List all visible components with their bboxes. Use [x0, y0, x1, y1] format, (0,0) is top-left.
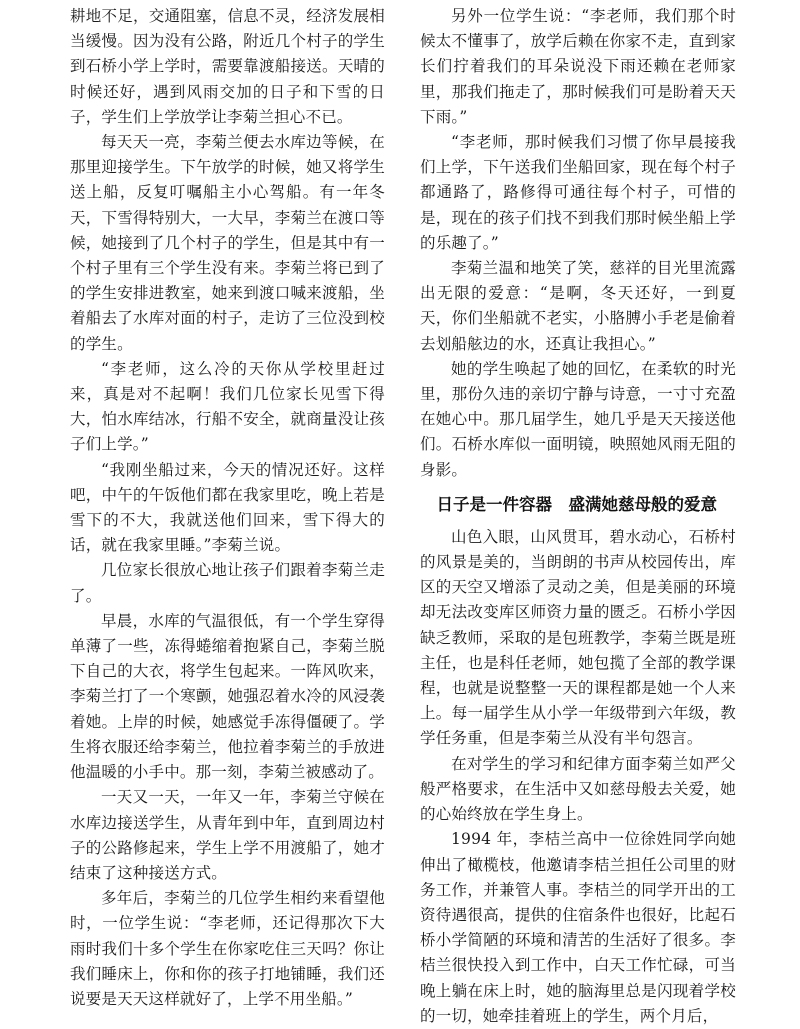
right-column: [420, 0, 736, 1025]
paragraph: 每天天一亮，李菊兰便去水库边等候，在那里迎接学生。下午放学的时候，她又将学生送上船，反复叮嘱船主小心驾船。有一年冬天，下雪得特别大，一大早，李菊兰在渡口等候，她接到了几个村子的学生，但是其中有一个村子里有三个学生没有来。李菊兰将已到了的学生安排进教室，她来到渡口喊来渡船，坐着船去了水库对面的村子，走访了三位没到校的学生。: [70, 133, 385, 353]
left-column: [70, 0, 385, 1008]
section-heading: 日子是一件容器 盛满她慈母般的爱意: [436, 494, 717, 514]
paragraph: “李老师，这么冷的天你从学校里赶过来，真是对不起啊！我们几位家长见雪下得大，怕水库结冰，行船不安全，就商量没让孩子们上学。”: [70, 359, 385, 454]
paragraph: 山色入眼，山风贯耳，碧水动心，石桥村的风景是美的，当朗朗的书声从校园传出，库区的天空又增添了灵动之美，但是美丽的环境却无法改变库区师资力量的匮乏。石桥小学因缺乏教师，采取的是包班教学，李菊兰既是班主任，也是科任老师，她包揽了全部的教学课程，也就是说整整一天的课程都是她一个人来上。每一届学生从小学一年级带到六年级，教学任务重，但是李菊兰从没有半句怨言。: [420, 527, 736, 748]
paragraph: 多年后，李菊兰的几位学生相约来看望他时，一位学生说：“李老师，还记得那次下大雨时我们十多个学生在你家吃住三天吗？你让我们睡床上，你和你的孩子打地铺睡，我们还说要是天天这样就好了，上学不用坐船。”: [70, 889, 385, 1008]
paragraph: “我刚坐船过来，今天的情况还好。这样吧，中午的午饭他们都在我家里吃，晚上若是雪下的不大，我就送他们回来，雪下得大的话，就在我家里睡。”李菊兰说。: [70, 460, 385, 555]
paragraph: 早晨，水库的气温很低，有一个学生穿得单薄了一些，冻得蜷缩着抱紧自己，李菊兰脱下自己的大衣，将学生包起来。一阵风吹来，李菊兰打了一个寒颤，她强忍着水冷的风浸袭着她。上岸的时候，她感觉手冻得僵硬了。学生将衣服还给李菊兰，他拉着李菊兰的手放进他温暖的小手中。那一刻，李菊兰被感动了。: [70, 611, 385, 782]
paragraph: “李老师，那时候我们习惯了你早晨接我们上学，下午送我们坐船回家，现在每个村子都通路了，路修得可通往每个村子，可惜的是，现在的孩子们找不到我们那时候坐船上学的乐趣了。”: [420, 133, 736, 252]
paragraph: 在对学生的学习和纪律方面李菊兰如严父般严格要求，在生活中又如慈母般去关爱，她的心始终放在学生身上。: [420, 754, 736, 824]
paragraph: 耕地不足，交通阻塞，信息不灵，经济发展相当缓慢。因为没有公路，附近几个村子的学生到石桥小学上学时，需要靠渡船接送。天晴的时候还好，遇到风雨交加的日子和下雪的日子，学生们上学放学让李菊兰担心不已。: [70, 7, 385, 126]
paragraph: 另外一位学生说：“李老师，我们那个时候太不懂事了，放学后赖在你家不走，直到家长们拧着我们的耳朵说没下雨还赖在老师家里，那我们拖走了，那时候我们可是盼着天天下雨。”: [420, 7, 736, 126]
paragraph: 李菊兰温和地笑了笑，慈祥的目光里流露出无限的爱意：“是啊，冬天还好，一到夏天，你们坐船就不老实，小胳膊小手老是偷着去划船舷边的水，还真让我担心。”: [420, 259, 736, 353]
paragraph: 她的学生唤起了她的回忆，在柔软的时光里，那份久违的亲切宁静与诗意，一寸寸充盈在她心中。那几届学生，她几乎是天天接送他们。石桥水库似一面明镜，映照她风雨无阻的身影。: [420, 359, 736, 479]
paragraph: 1994 年，李桔兰高中一位徐姓同学向她伸出了橄榄枝，他邀请李桔兰担任公司里的财务工作，并兼管人事。李桔兰的同学开出的工资待遇很高，提供的住宿条件也很好，比起石桥小学简陋的环境和清苦的生活好了很多。李桔兰很快投入到工作中，白天工作忙碌，可当晚上躺在床上时，她的脑海里总是闪现着学校的一切，她牵挂着班上的学生，两个月后，: [420, 830, 736, 1025]
paragraph: 一天又一天，一年又一年，李菊兰守候在水库边接送学生，从青年到中年，直到周边村子的公路修起来，学生上学不用渡船了，她才结束了这种接送方式。: [70, 788, 385, 882]
paragraph: 几位家长很放心地让孩子们跟着李菊兰走了。: [70, 561, 385, 605]
